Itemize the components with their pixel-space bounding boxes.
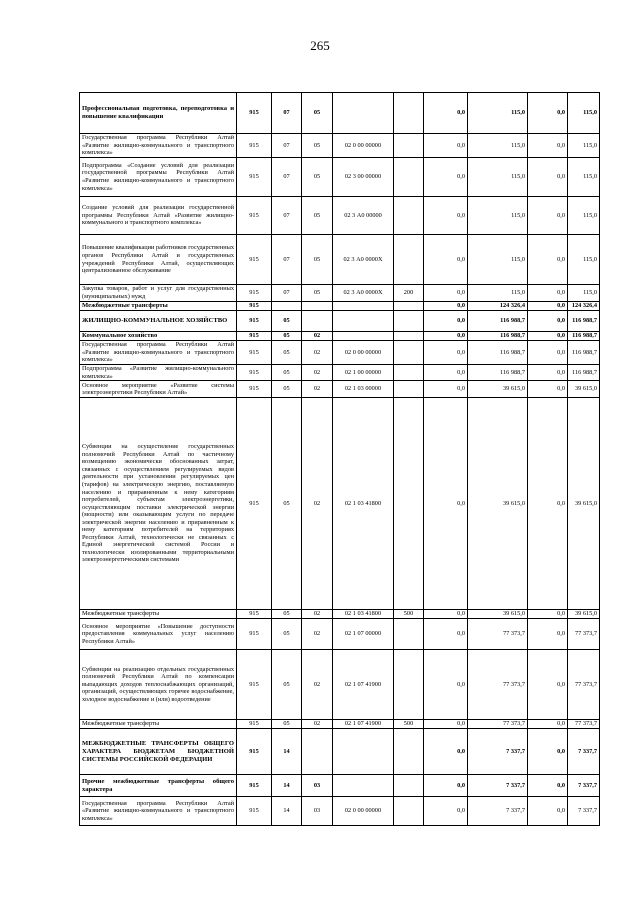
amount-cell-1: 0,0 bbox=[424, 235, 468, 285]
expense-type-cell: 200 bbox=[394, 285, 424, 302]
amount-cell-2: 7 337,7 bbox=[468, 797, 528, 826]
amount-cell-1: 0,0 bbox=[424, 398, 468, 610]
target-article-cell: 02 0 00 00000 bbox=[333, 341, 394, 365]
target-article-cell: 02 1 07 41900 bbox=[333, 720, 394, 729]
amount-cell-3: 0,0 bbox=[528, 797, 568, 826]
target-article-cell bbox=[333, 311, 394, 332]
row-name-cell: Государственная программа Республики Алтай «Развитие жилищно-коммунального и транспортного комплекса» bbox=[80, 134, 237, 158]
amount-cell-3: 0,0 bbox=[528, 341, 568, 365]
amount-cell-4: 77 373,7 bbox=[568, 650, 600, 720]
amount-cell-4: 115,0 bbox=[568, 285, 600, 302]
ministry-code-cell: 915 bbox=[237, 650, 272, 720]
amount-cell-1: 0,0 bbox=[424, 285, 468, 302]
section-code-cell: 07 bbox=[272, 93, 302, 134]
table-row bbox=[80, 341, 600, 365]
amount-cell-2: 115,0 bbox=[468, 134, 528, 158]
ministry-code-cell: 915 bbox=[237, 365, 272, 381]
amount-cell-4: 77 373,7 bbox=[568, 720, 600, 729]
expense-type-cell bbox=[394, 311, 424, 332]
target-article-cell: 02 0 00 00000 bbox=[333, 797, 394, 826]
table-row bbox=[80, 775, 600, 797]
target-article-cell: 02 1 00 00000 bbox=[333, 365, 394, 381]
table-row bbox=[80, 134, 600, 158]
amount-cell-2: 115,0 bbox=[468, 93, 528, 134]
section-code-cell: 05 bbox=[272, 311, 302, 332]
amount-cell-1: 0,0 bbox=[424, 158, 468, 197]
amount-cell-2: 7 337,7 bbox=[468, 729, 528, 775]
budget-table bbox=[79, 92, 600, 826]
amount-cell-4: 116 988,7 bbox=[568, 332, 600, 341]
target-article-cell: 02 1 03 41800 bbox=[333, 610, 394, 619]
row-name-cell: Основное мероприятие «Развитие системы электроэнергетики Республики Алтай» bbox=[80, 381, 237, 398]
section-code-cell: 05 bbox=[272, 650, 302, 720]
amount-cell-4: 77 373,7 bbox=[568, 619, 600, 650]
section-code-cell: 05 bbox=[272, 610, 302, 619]
table-row bbox=[80, 332, 600, 341]
target-article-cell bbox=[333, 302, 394, 311]
amount-cell-4: 115,0 bbox=[568, 93, 600, 134]
section-code-cell: 05 bbox=[272, 720, 302, 729]
section-code-cell: 07 bbox=[272, 158, 302, 197]
expense-type-cell bbox=[394, 619, 424, 650]
ministry-code-cell: 915 bbox=[237, 332, 272, 341]
amount-cell-1: 0,0 bbox=[424, 797, 468, 826]
expense-type-cell bbox=[394, 235, 424, 285]
expense-type-cell bbox=[394, 365, 424, 381]
amount-cell-4: 7 337,7 bbox=[568, 729, 600, 775]
amount-cell-3: 0,0 bbox=[528, 619, 568, 650]
amount-cell-3: 0,0 bbox=[528, 610, 568, 619]
subsection-code-cell bbox=[302, 729, 333, 775]
amount-cell-4: 39 615,0 bbox=[568, 610, 600, 619]
amount-cell-4: 7 337,7 bbox=[568, 775, 600, 797]
table-row bbox=[80, 619, 600, 650]
amount-cell-2: 39 615,0 bbox=[468, 398, 528, 610]
amount-cell-4: 116 988,7 bbox=[568, 365, 600, 381]
row-name-cell: Подпрограмма «Развитие жилищно-коммунального комплекса» bbox=[80, 365, 237, 381]
ministry-code-cell: 915 bbox=[237, 775, 272, 797]
subsection-code-cell: 02 bbox=[302, 610, 333, 619]
section-code-cell: 14 bbox=[272, 729, 302, 775]
section-code-cell: 05 bbox=[272, 619, 302, 650]
table-row bbox=[80, 381, 600, 398]
expense-type-cell bbox=[394, 775, 424, 797]
amount-cell-1: 0,0 bbox=[424, 302, 468, 311]
table-row bbox=[80, 197, 600, 235]
target-article-cell bbox=[333, 729, 394, 775]
row-name-cell: Субвенции на реализацию отдельных государственных полномочий Республики Алтай по компенсации выпадающих доходов теплоснабжающих организаций, организаций, осуществляющих горячее водоснабжение, холодное водоснабжение и (или) водоотведение bbox=[80, 650, 237, 720]
ministry-code-cell: 915 bbox=[237, 134, 272, 158]
row-name-cell: Повышение квалификации работников государственных органов Республики Алтай и государственных учреждений Республики Алтай, осуществляющих централизованное обслуживание bbox=[80, 235, 237, 285]
ministry-code-cell: 915 bbox=[237, 720, 272, 729]
target-article-cell: 02 3 А0 00000 bbox=[333, 197, 394, 235]
target-article-cell: 02 1 03 41800 bbox=[333, 398, 394, 610]
amount-cell-2: 77 373,7 bbox=[468, 650, 528, 720]
amount-cell-1: 0,0 bbox=[424, 610, 468, 619]
amount-cell-3: 0,0 bbox=[528, 332, 568, 341]
table-row bbox=[80, 235, 600, 285]
ministry-code-cell: 915 bbox=[237, 729, 272, 775]
table-row bbox=[80, 158, 600, 197]
target-article-cell: 02 1 07 00000 bbox=[333, 619, 394, 650]
ministry-code-cell: 915 bbox=[237, 93, 272, 134]
amount-cell-1: 0,0 bbox=[424, 619, 468, 650]
ministry-code-cell: 915 bbox=[237, 341, 272, 365]
subsection-code-cell: 02 bbox=[302, 365, 333, 381]
table-row bbox=[80, 311, 600, 332]
row-name-cell: ЖИЛИЩНО-КОММУНАЛЬНОЕ ХОЗЯЙСТВО bbox=[80, 311, 237, 332]
table-row bbox=[80, 720, 600, 729]
table-row bbox=[80, 285, 600, 302]
amount-cell-3: 0,0 bbox=[528, 311, 568, 332]
amount-cell-4: 7 337,7 bbox=[568, 797, 600, 826]
amount-cell-4: 115,0 bbox=[568, 158, 600, 197]
row-name-cell: Прочие межбюджетные трансферты общего характера bbox=[80, 775, 237, 797]
subsection-code-cell bbox=[302, 302, 333, 311]
ministry-code-cell: 915 bbox=[237, 610, 272, 619]
row-name-cell: Межбюджетные трансферты bbox=[80, 720, 237, 729]
table-row bbox=[80, 610, 600, 619]
amount-cell-4: 115,0 bbox=[568, 235, 600, 285]
amount-cell-1: 0,0 bbox=[424, 332, 468, 341]
amount-cell-3: 0,0 bbox=[528, 93, 568, 134]
amount-cell-4: 116 988,7 bbox=[568, 311, 600, 332]
amount-cell-2: 7 337,7 bbox=[468, 775, 528, 797]
amount-cell-2: 77 373,7 bbox=[468, 619, 528, 650]
amount-cell-1: 0,0 bbox=[424, 365, 468, 381]
expense-type-cell bbox=[394, 93, 424, 134]
row-name-cell: Межбюджетные трансферты bbox=[80, 610, 237, 619]
amount-cell-3: 0,0 bbox=[528, 197, 568, 235]
subsection-code-cell bbox=[302, 311, 333, 332]
section-code-cell: 07 bbox=[272, 134, 302, 158]
table-row bbox=[80, 729, 600, 775]
ministry-code-cell: 915 bbox=[237, 197, 272, 235]
amount-cell-1: 0,0 bbox=[424, 197, 468, 235]
expense-type-cell bbox=[394, 197, 424, 235]
table-row bbox=[80, 302, 600, 311]
amount-cell-2: 115,0 bbox=[468, 197, 528, 235]
section-code-cell: 07 bbox=[272, 197, 302, 235]
subsection-code-cell: 02 bbox=[302, 332, 333, 341]
table-row bbox=[80, 398, 600, 610]
subsection-code-cell: 02 bbox=[302, 619, 333, 650]
subsection-code-cell: 02 bbox=[302, 398, 333, 610]
subsection-code-cell: 02 bbox=[302, 650, 333, 720]
expense-type-cell: 500 bbox=[394, 610, 424, 619]
amount-cell-3: 0,0 bbox=[528, 720, 568, 729]
subsection-code-cell: 05 bbox=[302, 235, 333, 285]
budget-table-body bbox=[80, 93, 600, 826]
target-article-cell bbox=[333, 93, 394, 134]
amount-cell-2: 124 326,4 bbox=[468, 302, 528, 311]
amount-cell-2: 39 615,0 bbox=[468, 610, 528, 619]
expense-type-cell: 500 bbox=[394, 720, 424, 729]
row-name-cell: Профессиональная подготовка, переподготовка и повышение квалификации bbox=[80, 93, 237, 134]
row-name-cell: Субвенции на осуществление государственных полномочий Республики Алтай по частичному возмещению экономически обоснованных затрат, связанных с осуществлением регулируемых видов деятельности при установлении регулируемых цен (тарифов) на электрическую энергию, поставляемую населению и приравненным к нему категориям потребителей, субъектам электроэнергетики, осуществляющим поставки электрической энергии (мощности) или оказывающим услуги по передаче электрической энергии населению и приравненным к нему категориям потребителей на территориях Республики Алтай, технологически не связанных с Единой энергетической системой России и технологически изолированными территориальными электроэнергетическими системами bbox=[80, 398, 237, 610]
target-article-cell: 02 3 А0 0000Х bbox=[333, 235, 394, 285]
row-name-cell: Создание условий для реализации государственной программы Республики Алтай «Развитие жилищно-коммунального и транспортного комплекса» bbox=[80, 197, 237, 235]
row-name-cell: Государственная программа Республики Алтай «Развитие жилищно-коммунального и транспортного комплекса» bbox=[80, 797, 237, 826]
target-article-cell: 02 3 А0 0000Х bbox=[333, 285, 394, 302]
subsection-code-cell: 05 bbox=[302, 285, 333, 302]
section-code-cell: 05 bbox=[272, 381, 302, 398]
table-row bbox=[80, 650, 600, 720]
section-code-cell: 14 bbox=[272, 775, 302, 797]
ministry-code-cell: 915 bbox=[237, 285, 272, 302]
row-name-cell: МЕЖБЮДЖЕТНЫЕ ТРАНСФЕРТЫ ОБЩЕГО ХАРАКТЕРА БЮДЖЕТАМ БЮДЖЕТНОЙ СИСТЕМЫ РОССИЙСКОЙ ФЕДЕРАЦИИ bbox=[80, 729, 237, 775]
ministry-code-cell: 915 bbox=[237, 235, 272, 285]
amount-cell-3: 0,0 bbox=[528, 158, 568, 197]
table-row bbox=[80, 365, 600, 381]
ministry-code-cell: 915 bbox=[237, 158, 272, 197]
section-code-cell: 05 bbox=[272, 341, 302, 365]
amount-cell-3: 0,0 bbox=[528, 235, 568, 285]
page-number: 265 bbox=[310, 38, 330, 53]
expense-type-cell bbox=[394, 398, 424, 610]
ministry-code-cell: 915 bbox=[237, 311, 272, 332]
ministry-code-cell: 915 bbox=[237, 797, 272, 826]
amount-cell-1: 0,0 bbox=[424, 775, 468, 797]
amount-cell-1: 0,0 bbox=[424, 134, 468, 158]
subsection-code-cell: 05 bbox=[302, 93, 333, 134]
expense-type-cell bbox=[394, 650, 424, 720]
expense-type-cell bbox=[394, 332, 424, 341]
subsection-code-cell: 02 bbox=[302, 381, 333, 398]
subsection-code-cell: 02 bbox=[302, 720, 333, 729]
amount-cell-2: 115,0 bbox=[468, 235, 528, 285]
subsection-code-cell: 05 bbox=[302, 134, 333, 158]
ministry-code-cell: 915 bbox=[237, 302, 272, 311]
amount-cell-3: 0,0 bbox=[528, 381, 568, 398]
amount-cell-3: 0,0 bbox=[528, 302, 568, 311]
ministry-code-cell: 915 bbox=[237, 619, 272, 650]
section-code-cell: 14 bbox=[272, 797, 302, 826]
amount-cell-2: 115,0 bbox=[468, 158, 528, 197]
amount-cell-2: 116 988,7 bbox=[468, 332, 528, 341]
amount-cell-1: 0,0 bbox=[424, 720, 468, 729]
amount-cell-1: 0,0 bbox=[424, 311, 468, 332]
target-article-cell bbox=[333, 775, 394, 797]
amount-cell-4: 39 615,0 bbox=[568, 398, 600, 610]
expense-type-cell bbox=[394, 729, 424, 775]
expense-type-cell bbox=[394, 134, 424, 158]
amount-cell-2: 39 615,0 bbox=[468, 381, 528, 398]
subsection-code-cell: 05 bbox=[302, 158, 333, 197]
amount-cell-1: 0,0 bbox=[424, 341, 468, 365]
target-article-cell: 02 3 00 00000 bbox=[333, 158, 394, 197]
table-row bbox=[80, 93, 600, 134]
expense-type-cell bbox=[394, 381, 424, 398]
section-code-cell: 05 bbox=[272, 365, 302, 381]
amount-cell-1: 0,0 bbox=[424, 381, 468, 398]
subsection-code-cell: 03 bbox=[302, 797, 333, 826]
amount-cell-1: 0,0 bbox=[424, 93, 468, 134]
amount-cell-4: 115,0 bbox=[568, 197, 600, 235]
amount-cell-3: 0,0 bbox=[528, 398, 568, 610]
amount-cell-1: 0,0 bbox=[424, 650, 468, 720]
row-name-cell: Государственная программа Республики Алтай «Развитие жилищно-коммунального и транспортного комплекса» bbox=[80, 341, 237, 365]
section-code-cell bbox=[272, 302, 302, 311]
ministry-code-cell: 915 bbox=[237, 398, 272, 610]
amount-cell-2: 116 988,7 bbox=[468, 365, 528, 381]
row-name-cell: Коммунальное хозяйство bbox=[80, 332, 237, 341]
row-name-cell: Закупка товаров, работ и услуг для государственных (муниципальных) нужд bbox=[80, 285, 237, 302]
amount-cell-4: 115,0 bbox=[568, 134, 600, 158]
row-name-cell: Подпрограмма «Создание условий для реализации государственной программы Республики Алтай «Развитие жилищно-коммунального и транспортного комплекса» bbox=[80, 158, 237, 197]
section-code-cell: 07 bbox=[272, 285, 302, 302]
expense-type-cell bbox=[394, 158, 424, 197]
amount-cell-2: 116 988,7 bbox=[468, 311, 528, 332]
amount-cell-1: 0,0 bbox=[424, 729, 468, 775]
table-row bbox=[80, 797, 600, 826]
expense-type-cell bbox=[394, 341, 424, 365]
row-name-cell: Основное мероприятие «Повышение доступности предоставления коммунальных услуг населению Республики Алтай» bbox=[80, 619, 237, 650]
amount-cell-3: 0,0 bbox=[528, 650, 568, 720]
ministry-code-cell: 915 bbox=[237, 381, 272, 398]
expense-type-cell bbox=[394, 797, 424, 826]
section-code-cell: 07 bbox=[272, 235, 302, 285]
target-article-cell bbox=[333, 332, 394, 341]
target-article-cell: 02 1 03 00000 bbox=[333, 381, 394, 398]
amount-cell-3: 0,0 bbox=[528, 134, 568, 158]
target-article-cell: 02 1 07 41900 bbox=[333, 650, 394, 720]
section-code-cell: 05 bbox=[272, 332, 302, 341]
amount-cell-3: 0,0 bbox=[528, 285, 568, 302]
expense-type-cell bbox=[394, 302, 424, 311]
amount-cell-2: 115,0 bbox=[468, 285, 528, 302]
amount-cell-2: 77 373,7 bbox=[468, 720, 528, 729]
row-name-cell: Межбюджетные трансферты bbox=[80, 302, 237, 311]
subsection-code-cell: 03 bbox=[302, 775, 333, 797]
subsection-code-cell: 02 bbox=[302, 341, 333, 365]
target-article-cell: 02 0 00 00000 bbox=[333, 134, 394, 158]
amount-cell-4: 39 615,0 bbox=[568, 381, 600, 398]
amount-cell-4: 116 988,7 bbox=[568, 341, 600, 365]
amount-cell-3: 0,0 bbox=[528, 365, 568, 381]
amount-cell-3: 0,0 bbox=[528, 729, 568, 775]
section-code-cell: 05 bbox=[272, 398, 302, 610]
amount-cell-2: 116 988,7 bbox=[468, 341, 528, 365]
amount-cell-3: 0,0 bbox=[528, 775, 568, 797]
amount-cell-4: 124 326,4 bbox=[568, 302, 600, 311]
subsection-code-cell: 05 bbox=[302, 197, 333, 235]
